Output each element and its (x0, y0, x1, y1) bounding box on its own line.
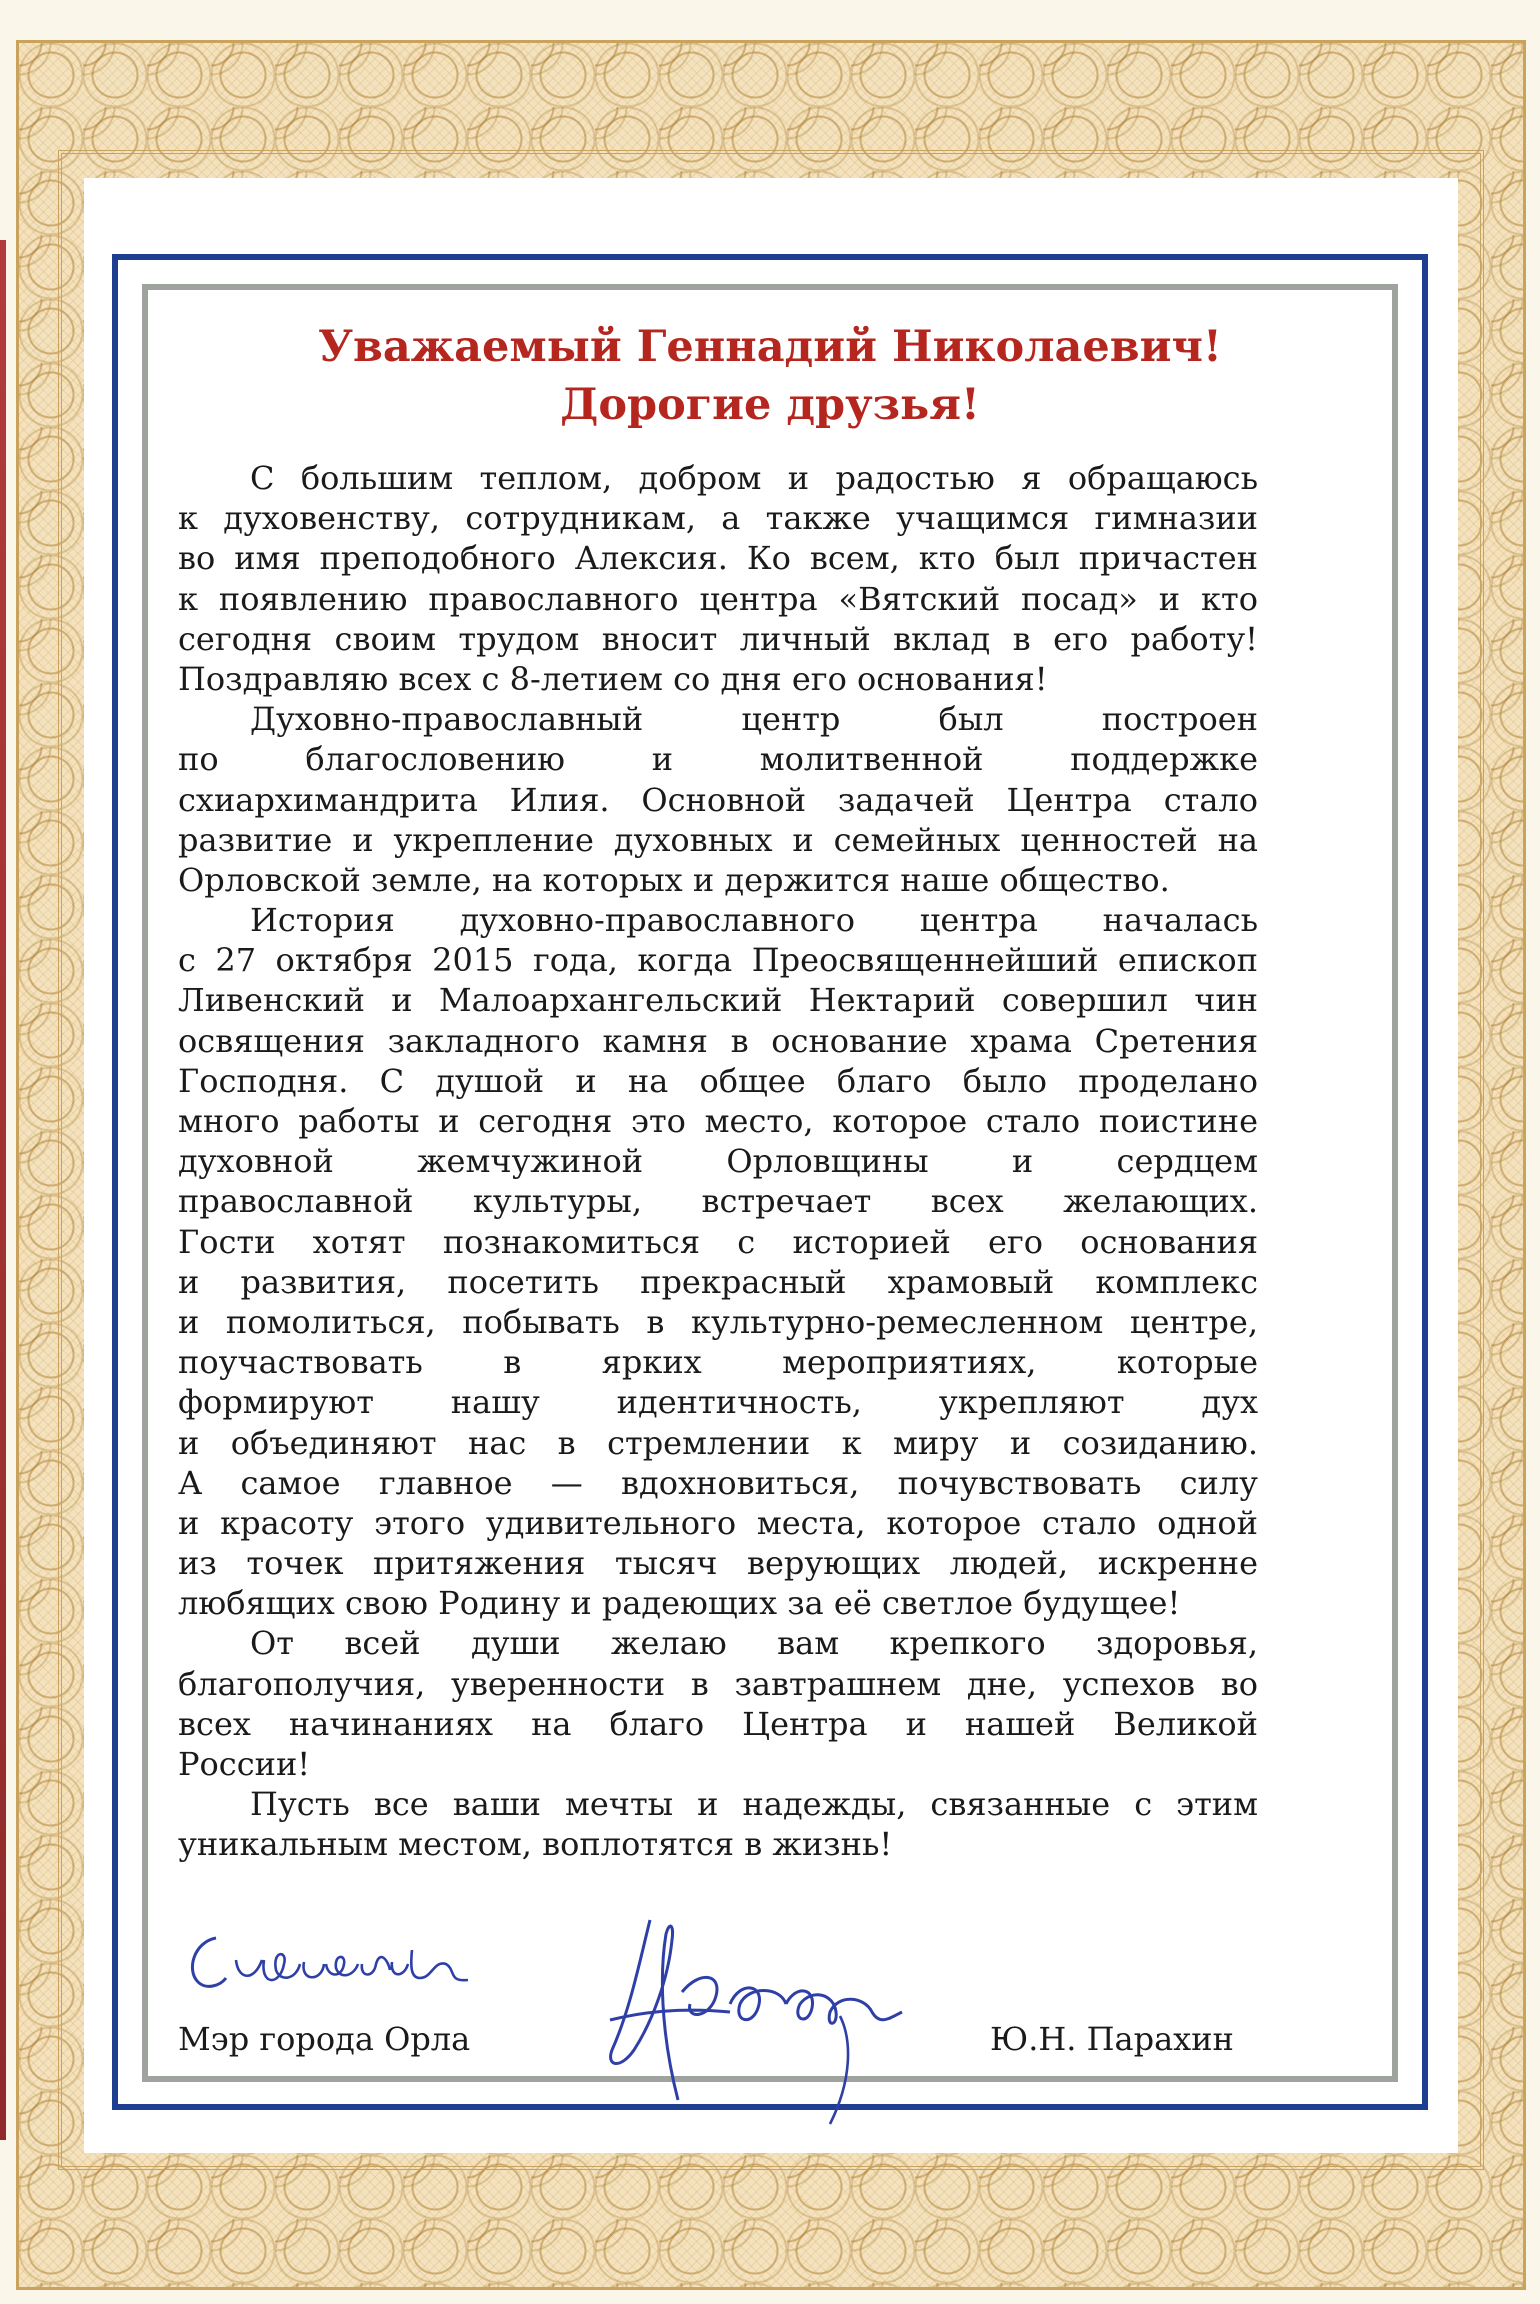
signatory-name: Ю.Н. Парахин (990, 2020, 1234, 2058)
paragraph-line: сегодня своим трудом вносит личный вклад в его работу! (178, 619, 1258, 658)
paragraph-line: любящих свою Родину и радеющих за её светлое будущее! (178, 1584, 1181, 1623)
letter-body (178, 458, 1258, 1865)
salutation: Уважаемый Геннадий Николаевич! (318, 322, 1222, 372)
paragraph-line: освящения закладного камня в основание храма Сретения (178, 1021, 1258, 1060)
paragraph-line: формируют нашу идентичность, укрепляют дух (178, 1383, 1258, 1422)
paragraph-line: Орловской земле, на которых и держится наше общество. (178, 860, 1170, 899)
paragraph-line: Поздравляю всех с 8-летием со дня его основания! (178, 659, 1048, 698)
paragraph-line: по благословению и молитвенной поддержке (178, 740, 1258, 779)
paragraph-line: и помолиться, побывать в культурно-ремесленном центре, (178, 1302, 1258, 1341)
paragraph-line: Господня. С душой и на общее благо было проделано (178, 1061, 1258, 1100)
binding-edge (0, 240, 6, 2140)
paragraph-line: с 27 октября 2015 года, когда Преосвященнейший епископ (178, 941, 1258, 980)
paragraph-line: православной культуры, встречает всех желающих. (178, 1182, 1258, 1221)
paragraph-line: духовной жемчужиной Орловщины и сердцем (178, 1142, 1258, 1181)
paragraph-line: Пусть все ваши мечты и надежды, связанные с этим (250, 1785, 1258, 1824)
salutation-secondary: Дорогие друзья! (560, 380, 980, 430)
paragraph-line: развитие и укрепление духовных и семейных ценностей на (178, 820, 1258, 859)
paragraph-line: уникальным местом, воплотятся в жизнь! (178, 1825, 893, 1864)
paragraph-line: России! (178, 1745, 311, 1783)
paragraph-line: много работы и сегодня это место, которое стало поистине (178, 1102, 1258, 1140)
signature (590, 1900, 930, 2130)
paragraph-line: и красоту этого удивительного места, которое стало одной (178, 1503, 1258, 1542)
paragraph-line: схиархимандрита Илия. Основной задачей Центра стало (178, 780, 1258, 819)
signatory-title: Мэр города Орла (178, 2020, 471, 2058)
paragraph-line: во имя преподобного Алексия. Ко всем, кто был причастен (178, 539, 1258, 578)
paragraph-line: и объединяют нас в стремлении к миру и созиданию. (178, 1423, 1258, 1462)
paragraph-line: А самое главное — вдохновиться, почувствовать силу (178, 1463, 1258, 1502)
paragraph-line: к появлению православного центра «Вятский посад» и кто (178, 579, 1258, 618)
paragraph-line: поучаствовать в ярких мероприятиях, которые (178, 1343, 1258, 1382)
paragraph-line: История духовно-православного центра началась (250, 901, 1258, 940)
letter-heading (150, 318, 1390, 434)
paragraph-line: и развития, посетить прекрасный храмовый комплекс (178, 1262, 1258, 1301)
paragraph-line: из точек притяжения тысяч верующих людей, искренне (178, 1544, 1258, 1583)
paragraph-line: Гости хотят познакомиться с историей его основания (178, 1222, 1258, 1261)
paragraph-line: Духовно-православный центр был построен (250, 700, 1258, 739)
paragraph-line: Ливенский и Малоархангельский Нектарий совершил чин (178, 981, 1258, 1020)
paragraph-line: С большим теплом, добром и радостью я обращаюсь (250, 459, 1258, 497)
paragraph-line: благополучия, уверенности в завтрашнем дне, успехов во (178, 1664, 1258, 1703)
handwritten-greeting (176, 1920, 506, 2020)
paragraph-line: От всей души желаю вам крепкого здоровья, (250, 1624, 1258, 1663)
paragraph-line: всех начинаниях на благо Центра и нашей Великой (178, 1704, 1258, 1743)
paragraph-line: к духовенству, сотрудникам, а также учащимся гимназии (178, 499, 1258, 538)
